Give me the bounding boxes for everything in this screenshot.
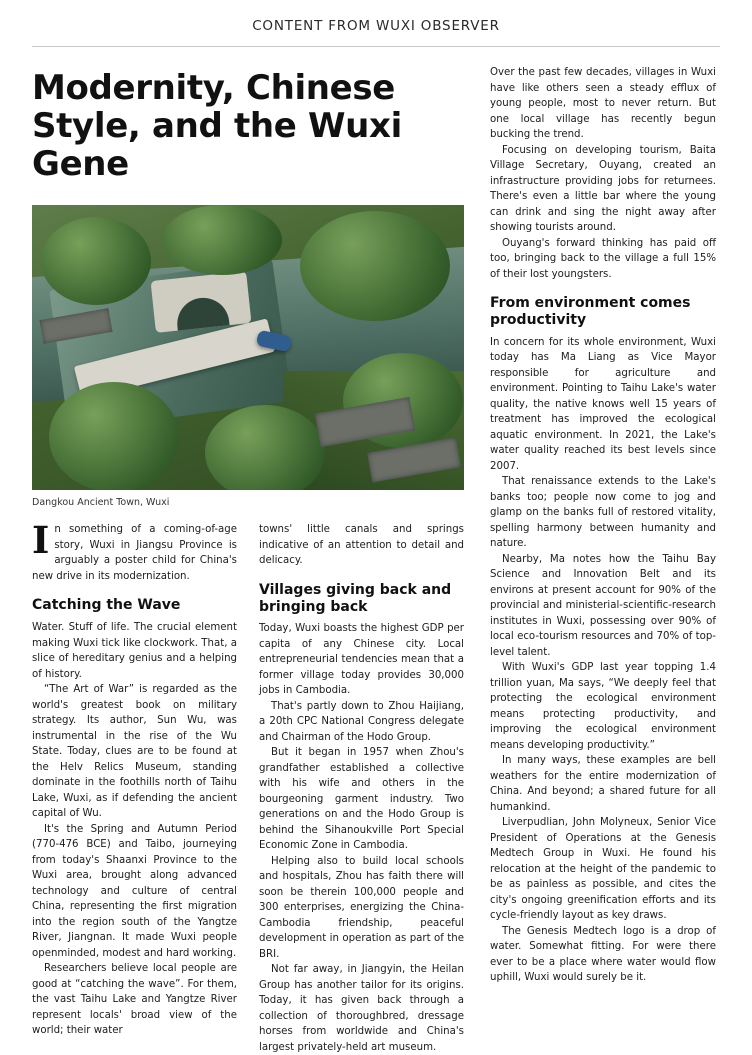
body-paragraph: Helping also to build local schools and hospitals, Zhou has faith there will soon be therein 100,000 people and 300 enterprises, energizing the China-Cambodia friendship, peaceful development in operation as part of the BRI. bbox=[259, 855, 464, 960]
body-paragraph: It's the Spring and Autumn Period (770-476 BCE) and Taibo, journeying from today's Shaanxi Province to the Wuxi area, brought along advanced technology and culture of central China, representing the first migration into the region south of the Yangtze River, Jiangnan. It made Wuxi people openminded, modest and hard working. bbox=[32, 823, 237, 959]
body-paragraph: In concern for its whole environment, Wuxi today has Ma Liang as Vice Mayor responsible for agriculture and environment. Pointing to Taihu Lake's water quality, the native knows well 15 years of treatment has improved the ecological aquatic environment. In 2021, the Lake's water quality reached its best levels since 2007. bbox=[490, 336, 716, 472]
page-title: Modernity, Chinese Style, and the Wuxi Gene bbox=[32, 68, 402, 185]
photo-arch-gate bbox=[150, 272, 251, 334]
article-figure bbox=[32, 205, 464, 508]
drop-cap: I bbox=[32, 518, 50, 563]
body-paragraph: That's partly down to Zhou Haijiang, a 20th CPC National Congress delegate and Chairman of the Hodo Group. bbox=[259, 700, 464, 743]
photo-tree bbox=[49, 382, 179, 490]
photo-tree bbox=[205, 405, 325, 491]
body-paragraph: Water. Stuff of life. The crucial element making Wuxi tick like clockwork. That, a slice of hereditary genius and a helping of history. bbox=[32, 622, 237, 680]
left-block bbox=[32, 65, 464, 1055]
body-paragraph bbox=[32, 518, 237, 584]
page-columns bbox=[32, 65, 720, 1055]
body-paragraph: “The Art of War” is regarded as the world's greatest book on military strategy. Its author, Sun Wu, was instrumental in the rise of the Wu State. Today, clues are to be found at the Helv Relics Museum, standing dominate in the foothills north of Taihu Lake, Wuxi, as if defending the ancient capital of Wu. bbox=[32, 684, 237, 820]
body-paragraph: That renaissance extends to the Lake's banks too; people now come to jog and glamp on the banks full of restored vitality, spelling harmony between humanity and nature. bbox=[490, 476, 716, 550]
body-subcolumns bbox=[32, 518, 464, 1055]
body-paragraph: Researchers believe local people are good at “catching the wave”. For them, the vast Taihu Lake and Yangtze River represent locals' broad view of the world; their water bbox=[32, 963, 237, 1037]
body-paragraph: But it began in 1957 when Zhou's grandfather established a collective with his wife and others in the bourgeoning garment industry. Two generations on and the Hodo Group is behind the Sihanoukville Port Special Economic Zone in Cambodia. bbox=[259, 747, 464, 852]
body-paragraph: Today, Wuxi boasts the highest GDP per capita of any Chinese city. Local entrepreneurial tendencies mean that a former village today provides 30,000 jobs in Cambodia. bbox=[259, 623, 464, 697]
paragraph-text: n something of a coming-of-age story, Wuxi in Jiangsu Province is arguably a poster child for China's new drive in its modernization. bbox=[32, 524, 237, 582]
photo-tree bbox=[162, 205, 282, 275]
column-one bbox=[32, 518, 237, 1055]
body-paragraph: Ouyang's forward thinking has paid off too, bringing back to the village a full 15% of their lost youngsters. bbox=[490, 237, 716, 280]
section-heading-catching-the-wave: Catching the Wave bbox=[32, 597, 181, 614]
section-heading-from-environment-comes-productivity: From environment comes productivity bbox=[490, 295, 691, 328]
column-two bbox=[259, 522, 464, 1055]
body-paragraph: The Genesis Medtech logo is a drop of water. Somewhat fitting. For were there ever to be a place where water would flow uphill, Wuxi would surely be it. bbox=[490, 925, 716, 984]
body-paragraph: Over the past few decades, villages in Wuxi have like others seen a steady efflux of young people, most to never return. But one local village has recently begun bucking the trend. bbox=[490, 67, 716, 140]
body-paragraph: Nearby, Ma notes how the Taihu Bay Science and Innovation Belt and its environs at present account for 90% of the provincial and ministerial-scientific-research institutes in Wuxi, possessing over 90% of local eco-tourism resources and 70% of top-level talent. bbox=[490, 553, 716, 658]
body-paragraph: Focusing on developing tourism, Baita Village Secretary, Ouyang, created an infrastructure providing jobs for returnees. There's even a little bar where the young can drink and sing the night away after showing tourists around. bbox=[490, 144, 716, 233]
masthead-label: CONTENT FROM WUXI OBSERVER bbox=[252, 18, 500, 34]
figure-image bbox=[32, 205, 464, 490]
figure-caption: Dangkou Ancient Town, Wuxi bbox=[32, 497, 170, 509]
photo-tree bbox=[300, 211, 450, 321]
body-paragraph: With Wuxi's GDP last year topping 1.4 trillion yuan, Ma says, “We deeply feel that protecting the ecological environment means protecting productivity, and improving the ecological environment means developing productivity.” bbox=[490, 662, 716, 751]
section-heading-villages-giving-back: Villages giving back and bringing back bbox=[259, 581, 452, 615]
body-paragraph: towns' little canals and springs indicative of an attention to detail and delicacy. bbox=[259, 524, 464, 567]
body-paragraph: In many ways, these examples are bell weathers for the entire modernization of China. And beyond; a shared future for all humankind. bbox=[490, 755, 716, 813]
masthead-divider bbox=[32, 46, 720, 47]
body-paragraph: Not far away, in Jiangyin, the Heilan Group has another tailor for its origins. Today, it has given back through a collection of thoroughbred, dressage horses from worldwide and China's largest privately-held art museum. bbox=[259, 964, 464, 1053]
body-paragraph: Liverpudlian, John Molyneux, Senior Vice President of Operations at the Genesis Medtech Group in Wuxi. He found his relocation at the height of the pandemic to be as painless as possible, and cites the city's ongoing greenification efforts and its cycle-friendly layout as key draws. bbox=[490, 817, 716, 922]
photo-tree bbox=[41, 217, 151, 305]
column-three bbox=[490, 65, 716, 986]
